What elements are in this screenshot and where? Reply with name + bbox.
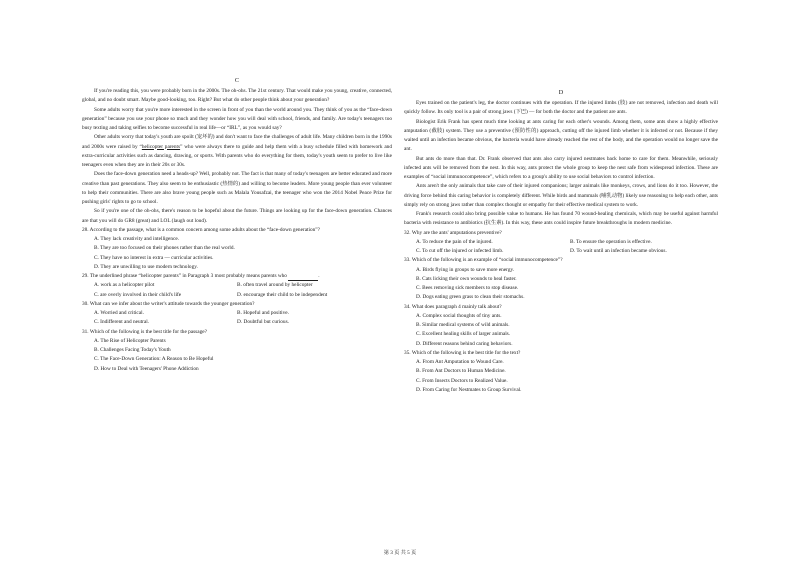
- paragraph: But ants do more than that. Dr. Frank observed that ants also carry injured nestmates back home to care for them. Meanwhile, seriously infected ants will be removed from the nest. In this way, ants protect the whole group to keep the nest safe from widespread infection. These are examples of “social immunocompetence”, which refers to a group's ability to use social behaviors to control infection.: [404, 155, 718, 180]
- question-28-stem: 28. According to the passage, what is a common concern among some adults about the “face-down generation”?: [82, 226, 320, 233]
- section-c-heading: C: [234, 77, 240, 84]
- answer-blank: [288, 274, 318, 281]
- question-28-option-d[interactable]: D. They are unwilling to use modern technology.: [94, 263, 198, 270]
- question-30-stem: 30. What can we infer about the writer's attitude towards the younger generation?: [82, 300, 255, 307]
- question-30-option-a[interactable]: A. Worried and critical.: [94, 310, 144, 316]
- paragraph: Biologist Erik Frank has spent much time looking at ants caring for each other's wounds. Among them, some ants show a highly effective amputation (截肢) system. They use a preventive (预防性的) approach, cutting off the injured limb whether it is infected or not. Because if they waited until an infection became obvious, the bacteria would have already reached the rest of the body, and the operation would no longer save the ant.: [404, 118, 718, 153]
- question-28-option-b[interactable]: B. They are too focused on their phones rather than the real world.: [94, 245, 235, 252]
- question-30-option-c[interactable]: C. Indifferent and neutral.: [94, 319, 150, 326]
- question-34-stem: 34. What does paragraph 4 mainly talk about?: [404, 303, 502, 310]
- question-35-stem: 35. Which of the following is the best title for the text?: [404, 349, 521, 356]
- question-33-option-c[interactable]: C. Bees removing sick members to stop disease.: [416, 285, 519, 291]
- question-28-option-a[interactable]: A. They lack creativity and intelligence.: [94, 236, 180, 242]
- question-31-option-d[interactable]: D. How to Deal with Teenagers' Phone Addiction: [94, 365, 199, 372]
- question-29-options: [94, 281, 392, 300]
- paragraph: Does the face-down generation need a heads-up? Well, probably not. The fact is that many of today's teenagers are better educated and more creative than past generations. They also seem to be enthusiastic (热情的) and willing to become leaders. More young people than ever volunteer to help their communities. There are also brave young people such as Malala Yousafzai, the teenager who won the 2014 Nobel Peace Prize for pushing girls' rights to go to school.: [82, 171, 392, 205]
- passage-c-column: [82, 76, 392, 374]
- question-33-stem: 33. Which of the following is an example of “social immunocompetence”?: [404, 257, 563, 264]
- paragraph: [82, 133, 392, 170]
- question-33-option-d[interactable]: D. Dogs eating green grass to clean their stomachs.: [416, 294, 525, 301]
- question-33-option-a[interactable]: A. Birds flying in groups to save more energy.: [416, 266, 515, 273]
- page-footer: 第 3 页 共 5 页: [383, 550, 417, 556]
- paragraph: If you're reading this, you were probably born in the 2000s. The oh-ohs. The 21st century. That would make you young, creative, connected, global, and no doubt smart. Maybe good-looking, too. Right? But what do other people think about your generation?: [82, 88, 392, 104]
- question-34-option-d[interactable]: D. Different reasons behind caring behaviors.: [416, 340, 513, 347]
- question-29-text: 29. The underlined phrase “helicopter parents” in Paragraph 3 most probably means parents who: [82, 273, 287, 279]
- question-29-option-a[interactable]: A. work as a helicopter pilot: [94, 282, 155, 289]
- question-35-option-a[interactable]: A. From Ant Amputation to Wound Care.: [416, 359, 504, 365]
- question-30-options: [94, 309, 392, 328]
- question-35-option-d[interactable]: D. From Caring for Nestmates to Group Survival.: [416, 386, 522, 393]
- question-35-option-b[interactable]: B. From Ant Doctors to Human Medicine.: [416, 368, 506, 375]
- question-32-option-c[interactable]: C. To cut off the injured or infected limb.: [416, 248, 504, 254]
- question-31-option-a[interactable]: A. The Rise of Helicopter Parents: [94, 337, 166, 344]
- passage-d-column: [404, 88, 718, 395]
- question-31-option-b[interactable]: B. Challenges Facing Today's Youth: [94, 347, 171, 353]
- question-35-option-c[interactable]: C. From Insects Doctors to Realized Value.: [416, 377, 508, 384]
- paragraph: Some adults worry that you're more interested in the screen in front of you than the world around you. They think of you as the “face-down generation” because you use your phone so much and they wonder how you will deal with school, friends, and family. Are today's teenagers too busy texting and taking selfies to become successful in real life—or “IRL”, as you would say?: [82, 106, 392, 131]
- helicopter-parents-underline: helicopter parents: [141, 143, 181, 150]
- question-32-option-b[interactable]: B. To ensure the operation is effective.: [570, 238, 652, 245]
- question-34-option-b[interactable]: B. Similar medical systems of wild animals.: [416, 322, 510, 328]
- question-30-option-d[interactable]: D. Doubtful but curious.: [237, 319, 289, 326]
- question-34-option-c[interactable]: C. Excellent healing skills of larger animals.: [416, 331, 511, 338]
- question-31-stem: 31. Which of the following is the best title for the passage?: [82, 328, 207, 335]
- question-29-option-d[interactable]: D. encourage their child to be independent: [237, 291, 328, 298]
- section-d-heading: D: [558, 89, 564, 96]
- question-33-option-b[interactable]: B. Cats licking their own wounds to heal faster.: [416, 275, 517, 282]
- question-28-option-c[interactable]: C. They have no interest in extra — curricular activities.: [94, 254, 214, 261]
- paragraph: Frank's research could also bring possible value to humans. He has found 70 wound-healing chemicals, which may be useful against harmful bacteria with resistance to antibiotics (抗生素). In this way, these ants could inspire future breakthroughs in modern medicine.: [404, 211, 718, 227]
- paragraph-text: Other adults worry that today's youth are spoilt (宠坏的) and don't want to face the challenges of adult life. Many children born in the 1990s and 2000s were raised by “: [82, 134, 392, 150]
- question-32-options: [416, 238, 718, 257]
- question-34-option-a[interactable]: A. Complex social thoughts of tiny ants.: [416, 312, 502, 319]
- question-29-stem: 29. The underlined phrase “helicopter parents” in Paragraph 3 most probably means parents who .: [82, 272, 392, 281]
- paragraph: So if you're one of the oh-ohs, there's reason to be hopeful about the future. Things are looking up for the face-down generation. Chances are that you will do GR8 (great) and LOL (laugh out loud).: [82, 208, 392, 224]
- question-32-stem: 32. Why are the ants' amputations preventive?: [404, 229, 502, 236]
- question-30-option-b[interactable]: B. Hopeful and positive.: [237, 310, 289, 316]
- question-29-option-b[interactable]: B. often travel around by helicopter: [237, 282, 313, 289]
- paragraph-text: ” who were always there to guide and help them with a busy schedule filled with homework and extra-curricular activities such as dancing, drawing, or sports. With parents who do everything for them, today's youth seem to prefer to live like teenagers even when they are in their 20s or 30s.: [82, 143, 392, 168]
- question-32-option-a[interactable]: A. To reduce the pain of the injured.: [416, 238, 493, 245]
- paragraph: Eyes trained on the patient's leg, the doctor continues with the operation. If the injured limbs (肢) are not removed, infection and death will quickly follow. Its only tool is a pair of strong jaws (下巴) — for both the doctor and the patient are ants.: [404, 100, 718, 116]
- question-31-option-c[interactable]: C. The Face-Down Generation: A Reason to Be Hopeful: [94, 356, 214, 363]
- question-29-option-c[interactable]: C. are overly involved in their child's life: [94, 291, 182, 298]
- paragraph: Ants aren't the only animals that take care of their injured companions; larger animals like monkeys, crows, and lions do it too. However, the driving force behind this caring behavior is completely different. While birds and mammals (哺乳动物) likely use reasoning to help each other, ants simply rely on strong jaws rather than complex thought or empathy for their effective medical system to work.: [404, 183, 718, 208]
- question-32-option-d[interactable]: D. To wait until an infection became obvious.: [570, 248, 667, 254]
